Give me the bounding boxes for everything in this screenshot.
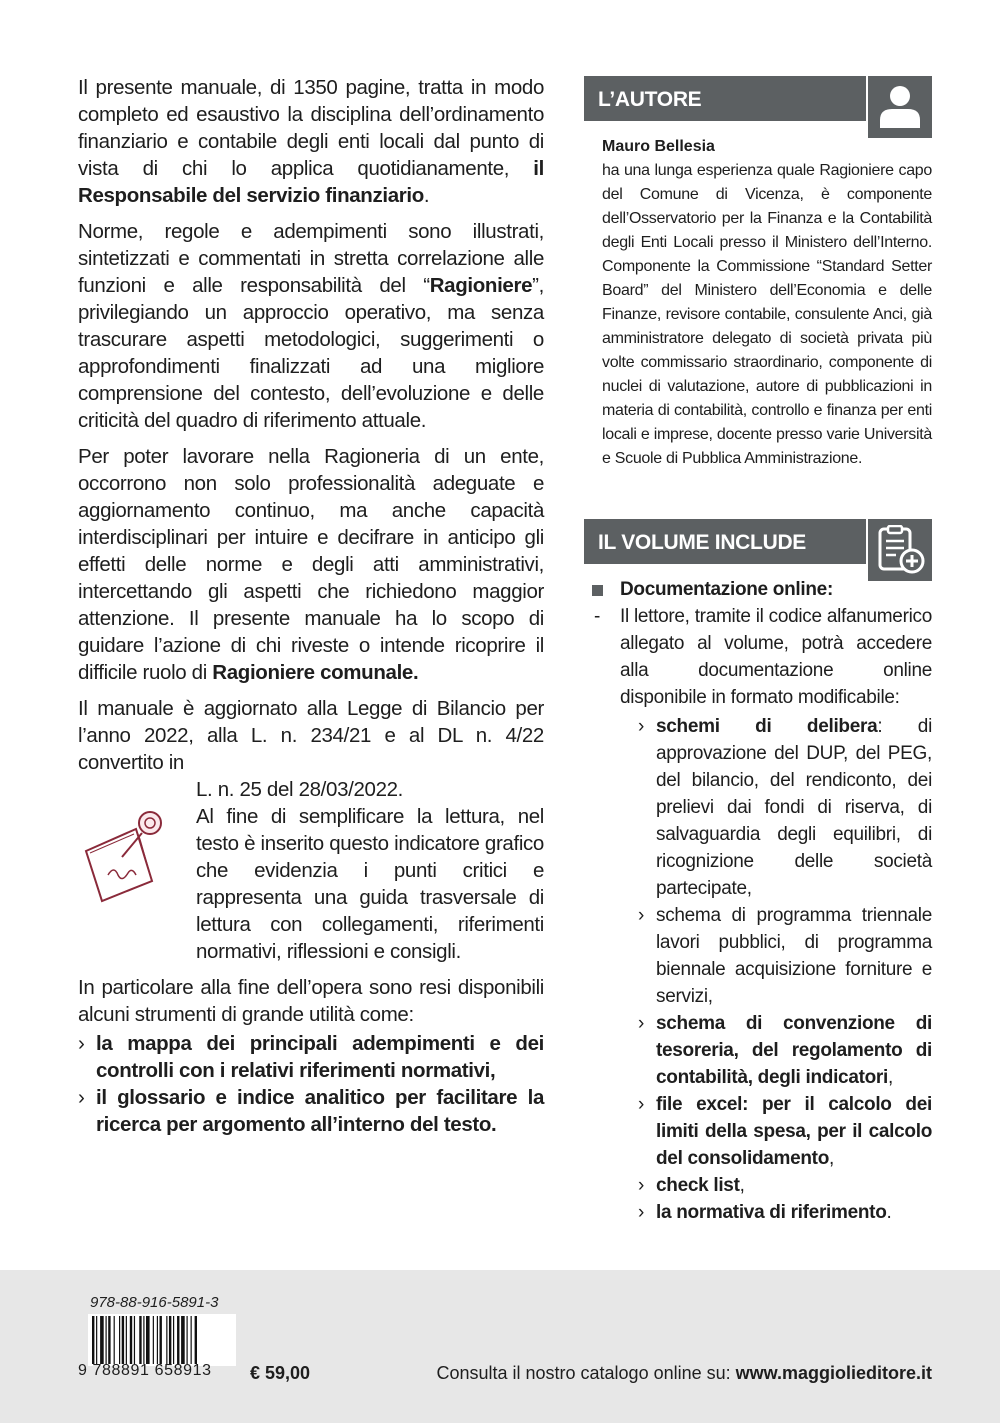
- online-docs-list: [592, 713, 932, 1226]
- list-item: › file excel: per il calcolo dei limiti della spesa, per il calcolo del consolidamento,: [638, 1091, 932, 1172]
- online-docs-intro: - Il lettore, tramite il codice alfanumerico allegato al volume, potrà accedere alla documentazione online disponibile in formato modificabile:: [594, 606, 932, 708]
- update-paragraph: Il manuale è aggiornato alla Legge di Bilancio per l’anno 2022, alla L. n. 234/21 e al DL n. 4/22 convertito in: [78, 697, 544, 774]
- volume-section: [584, 519, 932, 1226]
- description-column: [78, 74, 544, 1138]
- author-bio: ha una lunga esperienza quale Ragioniere capo del Comune di Vicenza, è componente dell’Osservatorio per la Finanza e la Contabilità degli Enti Locali presso il Ministero dell’Interno. Componente la Commissione “Standard Setter Board” del Ministero dell’Economia e delle Finanze, revisore contabile, consulente Anci, già amministratore delegato di società privata più volte commissario straordinario, componente di nuclei di valutazione, autore di pubblicazioni in materia di contabilità, controllo e finanza per enti locali e imprese, docente presso varie Università e Scuole di Pubblica Amministrazione.: [602, 162, 932, 467]
- back-cover-footer: [0, 1270, 1000, 1423]
- list-item: › il glossario e indice analitico per facilitare la ricerca per argomento all’interno del testo.: [78, 1084, 544, 1138]
- list-item: › schemi di delibera: di approvazione del DUP, del PEG, del bilancio, del rendiconto, dei prelievi dai fondi di riserva, di salvaguardia degli equilibri, di ricognizione delle società partecipate,: [638, 713, 932, 902]
- bullet-square-icon: [592, 585, 603, 596]
- list-item: › schema di convenzione di tesoreria, del regolamento di contabilità, degli indicatori,: [638, 1010, 932, 1091]
- catalog-link[interactable]: Consulta il nostro catalogo online su: www.maggiolieditore.it: [436, 1363, 932, 1383]
- isbn-label: 978-88-916-5891-3: [90, 1294, 219, 1311]
- barcode-icon: [88, 1314, 236, 1366]
- pin-note-icon: [78, 809, 178, 909]
- list-item: › check list,: [638, 1172, 932, 1199]
- list-item: › schema di programma triennale lavori pubblici, di programma biennale acquisizione forniture e servizi,: [638, 902, 932, 1010]
- volume-contents: [592, 576, 932, 1226]
- tools-list: [78, 1030, 544, 1138]
- author-heading: L’AUTORE: [584, 76, 932, 121]
- volume-heading: IL VOLUME INCLUDE: [584, 519, 932, 564]
- indicator-block: [78, 803, 544, 965]
- person-icon: [866, 76, 932, 140]
- author-name: Mauro Bellesia: [602, 138, 715, 155]
- list-item: › la normativa di riferimento.: [638, 1199, 932, 1226]
- tools-paragraph: In particolare alla fine dell’opera sono resi disponibili alcuni strumenti di grande utilità come:: [78, 976, 544, 1026]
- list-item: › la mappa dei principali adempimenti e dei controlli con i relativi riferimenti normativi,: [78, 1030, 544, 1084]
- sidebar-column: [584, 76, 932, 1226]
- barcode-digits: 9 788891 658913: [78, 1362, 212, 1379]
- update-paragraph-cont: L. n. 25 del 28/03/2022.: [196, 778, 404, 801]
- norms-paragraph: Norme, regole e adempimenti sono illustrati, sintetizzati e commentati in stretta correlazione alle funzioni e alle responsabilità del “Ragioniere”, privilegiando un approccio operativo, ma senza trascurare aspetti metodologici, suggerimenti o approfondimenti finalizzati ad una migliore comprensione del contesto, dell’evoluzione e delle criticità del quadro di riferimento attuale.: [78, 220, 544, 432]
- price: € 59,00: [250, 1363, 311, 1383]
- intro-paragraph: Il presente manuale, di 1350 pagine, tratta in modo completo ed esaustivo la disciplina dell’ordinamento finanziario e contabile degli enti locali dal punto di vista di chi lo applica quotidianamente, il Responsabile del servizio finanziario.: [78, 76, 544, 207]
- ragioneria-paragraph: Per poter lavorare nella Ragioneria di un ente, occorrono non solo professionalità adeguate e aggiornamento continuo, ma anche capacità interdisciplinari per intuire e decifrare in anticipo gli effetti delle norme e degli atti amministrativi, intercettando gli aspetti che richiedono maggior attenzione. Il presente manuale ha lo scopo di guidare l’azione di chi riveste o intende ricoprire il difficile ruolo di Ragioniere comunale.: [78, 445, 544, 684]
- document-add-icon: [866, 519, 932, 583]
- online-docs-title: Documentazione online:: [592, 576, 932, 603]
- indicator-paragraph: Al fine di semplificare la lettura, nel testo è inserito questo indicatore grafico che evidenzia i punti critici e rappresenta una guida trasversale di lettura con collegamenti, riferimenti normativi, riflessioni e consigli.: [196, 805, 544, 963]
